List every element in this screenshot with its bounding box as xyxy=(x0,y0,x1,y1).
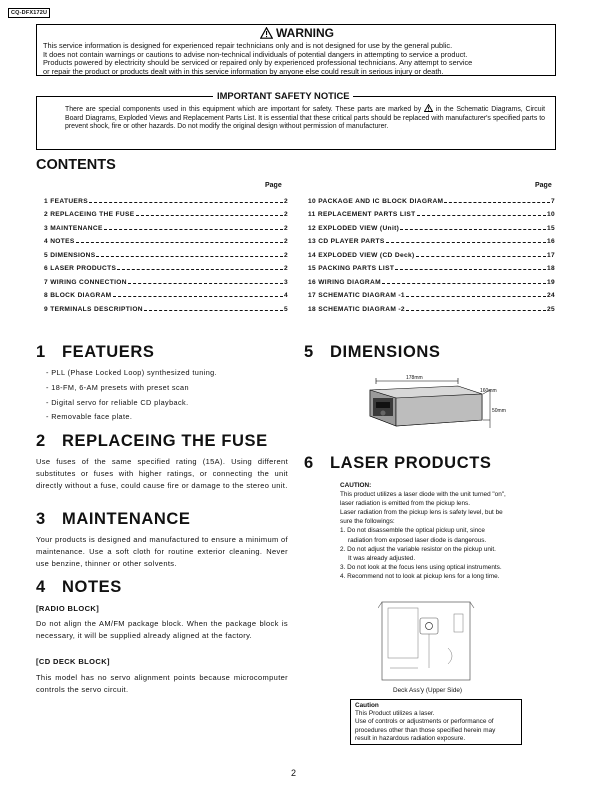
toc-entry-page: 17 xyxy=(546,251,555,259)
toc-entry-label: 18 SCHEMATIC DIAGRAM -2 xyxy=(308,305,405,313)
section-number: 2 xyxy=(36,432,46,450)
dimension-width-label: 178mm xyxy=(406,375,423,381)
fuse-text: Use fuses of the same specified rating (15A). Using different substitutes or fuses with higher ratings, or connecting the unit directly without a fuse, could cause fire or damage to the stereo unit. xyxy=(36,457,288,491)
toc-page-header-left: Page xyxy=(265,182,282,189)
warning-line: This service information is designed for experienced repair technicians only and is not designed for use by the general public. xyxy=(43,41,453,50)
section-title: MAINTENANCE xyxy=(62,510,191,528)
toc-leader xyxy=(444,202,550,203)
section-number: 6 xyxy=(304,454,314,472)
toc-leader xyxy=(96,256,283,257)
warning-title-text: WARNING xyxy=(276,26,334,40)
toc-entry-label: 11 REPLACEMENT PARTS LIST xyxy=(308,211,416,218)
toc-leader xyxy=(113,296,283,297)
caution-box-line: Use of controls or adjustments or performance of xyxy=(355,718,494,726)
features-list xyxy=(46,366,286,425)
toc-entry[interactable] xyxy=(44,196,288,206)
toc-entry-page: 24 xyxy=(546,292,555,299)
toc-entry-label: 9 TERMINALS DESCRIPTION xyxy=(44,305,143,313)
toc-entry-page: 2 xyxy=(283,211,288,218)
toc-entry[interactable] xyxy=(308,237,555,247)
toc-entry-page: 10 xyxy=(546,211,555,218)
toc-entry-label: 14 EXPLODED VIEW (CD Deck) xyxy=(308,251,415,259)
deck-assembly-drawing xyxy=(378,598,478,684)
toc-entry[interactable] xyxy=(44,223,288,233)
toc-entry-page: 16 xyxy=(546,238,555,245)
toc-entry[interactable] xyxy=(308,250,555,260)
toc-page-header-right: Page xyxy=(535,182,552,189)
section-title: DIMENSIONS xyxy=(330,343,441,361)
toc-leader xyxy=(400,229,546,230)
maintenance-text: Your products is designed and manufactured to ensure a minimum of maintenance. Use a soft cloth for routine exterior cleaning. Never use benzine, thinner or other solvents. xyxy=(36,535,288,569)
radio-block-text: Do not align the AM/FM package block. When the package block is necessary, it will be supplied already aligned at the factory. xyxy=(36,619,288,641)
toc-entry-label: 17 SCHEMATIC DIAGRAM -1 xyxy=(308,292,405,299)
laser-line: Laser radiation from the pickup lens is safety level, but be xyxy=(340,509,503,517)
toc-entry-label: 8 BLOCK DIAGRAM xyxy=(44,292,112,299)
toc-leader xyxy=(386,242,546,243)
section-title: REPLACEING THE FUSE xyxy=(62,432,268,450)
toc-entry-label: 6 LASER PRODUCTS xyxy=(44,265,117,272)
caution-box-line: This Product utilizes a laser. xyxy=(355,710,435,718)
toc-leader xyxy=(89,202,283,203)
laser-line: 4. Recommend not to look at pickup lens for a long time. xyxy=(340,572,500,580)
safety-text-part-2: in the Schematic Diagrams, Circuit Board Diagrams, Exploded Views and Replacement Parts List. It is essential that these critical parts should be replaced with manufacturer's specified parts to prevent shock, fire or other hazards. Do not modify the original design without permission of manufacturer. xyxy=(65,106,545,131)
contents-title: CONTENTS xyxy=(36,157,116,173)
feature-item: - Digital servo for reliable CD playback. xyxy=(46,396,286,411)
toc-leader xyxy=(136,215,283,216)
toc-entry[interactable] xyxy=(44,291,288,301)
toc-entry-label: 15 PACKING PARTS LIST xyxy=(308,265,395,272)
section-heading-laser xyxy=(304,454,492,473)
section-title: NOTES xyxy=(62,578,122,596)
page-number: 2 xyxy=(291,768,297,778)
section-title: LASER PRODUCTS xyxy=(330,454,492,472)
model-number-tag: CQ-DFX172U xyxy=(8,8,50,18)
toc-entry-page: 2 xyxy=(283,251,288,259)
toc-entry-page: 2 xyxy=(283,197,288,205)
warning-line: Products powered by electricity should be serviced or repaired only by experienced professional technicians. Any attempt to service xyxy=(43,58,473,68)
feature-item: - 18-FM, 6-AM presets with preset scan xyxy=(46,381,286,396)
toc-entry-page: 18 xyxy=(546,265,555,272)
cd-deck-block-heading: [CD DECK BLOCK] xyxy=(36,657,110,666)
section-number: 3 xyxy=(36,510,46,528)
laser-line: laser radiation is emitted from the pickup lens. xyxy=(340,500,471,508)
section-heading-dimensions xyxy=(304,343,441,362)
warning-title xyxy=(37,26,557,40)
toc-entry-page: 4 xyxy=(283,292,288,299)
toc-entry-label: 10 PACKAGE AND IC BLOCK DIAGRAM xyxy=(308,197,444,205)
safety-notice-title: IMPORTANT SAFETY NOTICE xyxy=(213,90,353,101)
toc-leader xyxy=(416,256,546,257)
safety-text-part-1: There are special components used in this equipment which are important for safety. These parts are marked by xyxy=(65,106,422,113)
laser-line: It was already adjusted. xyxy=(348,554,416,562)
toc-entry[interactable] xyxy=(308,277,555,287)
cd-deck-outline-icon xyxy=(378,598,478,684)
toc-entry[interactable] xyxy=(44,304,288,314)
dimension-depth-label: 160mm xyxy=(480,388,497,394)
toc-entry-label: 3 MAINTENANCE xyxy=(44,224,103,232)
section-number: 4 xyxy=(36,578,46,596)
laser-caution-box xyxy=(350,699,522,745)
toc-entry[interactable] xyxy=(44,250,288,260)
toc-leader xyxy=(406,296,546,297)
caution-box-line: result in hazardous radiation exposure. xyxy=(355,734,466,742)
laser-line: 2. Do not adjust the variable resistor on the pickup unit. xyxy=(340,545,496,553)
toc-left-column xyxy=(44,196,288,314)
toc-entry[interactable] xyxy=(44,277,288,287)
dimension-height-label: 50mm xyxy=(492,408,506,414)
safety-notice-box xyxy=(36,90,556,150)
toc-leader xyxy=(395,269,546,270)
deck-caption: Deck Ass'y (Upper Side) xyxy=(393,687,463,694)
laser-line: radiation from exposed laser diode is dangerous. xyxy=(348,536,487,544)
toc-entry[interactable] xyxy=(44,237,288,247)
section-title: FEATUERS xyxy=(62,343,155,361)
toc-entry-label: 5 DIMENSIONS xyxy=(44,251,96,259)
toc-leader xyxy=(417,215,546,216)
laser-caution-text xyxy=(340,481,555,581)
laser-caution-heading: CAUTION: xyxy=(340,482,372,489)
section-heading-notes xyxy=(36,578,122,597)
toc-leader xyxy=(104,229,283,230)
toc-entry-label: 16 WIRING DIAGRAM xyxy=(308,278,381,286)
toc-entry[interactable] xyxy=(308,196,555,206)
toc-entry-label: 12 EXPLODED VIEW (Unit) xyxy=(308,224,400,232)
toc-leader xyxy=(406,310,546,311)
feature-item: - Removable face plate. xyxy=(46,410,286,425)
section-heading-fuse xyxy=(36,432,268,451)
laser-line: 3. Do not look at the focus lens using optical instruments. xyxy=(340,563,502,571)
laser-line: This product utilizes a laser diode with the unit turned "on", xyxy=(340,491,506,499)
section-number: 5 xyxy=(304,343,314,361)
toc-entry[interactable] xyxy=(308,291,555,301)
toc-leader xyxy=(128,283,283,284)
toc-entry-page: 2 xyxy=(283,265,288,272)
cd-deck-block-text: This model has no servo alignment points because microcomputer controls the servo circuit. xyxy=(36,673,288,695)
toc-entry[interactable] xyxy=(308,304,555,314)
toc-entry-page: 7 xyxy=(550,197,555,205)
section-heading-features xyxy=(36,343,155,362)
caution-box-line: procedures other than those specified herein may xyxy=(355,726,496,734)
safety-notice-text xyxy=(65,104,545,132)
safety-mark-triangle-icon xyxy=(424,104,433,112)
toc-entry-label: 13 CD PLAYER PARTS xyxy=(308,238,385,245)
toc-leader xyxy=(117,269,283,270)
toc-entry-label: 7 WIRING CONNECTION xyxy=(44,278,127,286)
toc-entry-label: 1 FEATUERS xyxy=(44,197,89,205)
warning-triangle-icon xyxy=(260,27,273,39)
car-stereo-unit-drawing xyxy=(340,372,520,432)
toc-entry-label: 4 NOTES xyxy=(44,238,75,245)
toc-entry-page: 19 xyxy=(546,278,555,286)
warning-text xyxy=(43,42,555,76)
toc-entry[interactable] xyxy=(44,210,288,220)
feature-item: - PLL (Phase Locked Loop) synthesized tuning. xyxy=(46,366,286,381)
toc-entry-page: 25 xyxy=(546,305,555,313)
toc-right-column xyxy=(308,196,555,314)
toc-leader xyxy=(382,283,546,284)
toc-entry-label: 2 REPLACEING THE FUSE xyxy=(44,211,135,218)
caution-box-title: Caution xyxy=(355,702,379,709)
laser-line: sure the followings: xyxy=(340,518,395,526)
toc-leader xyxy=(76,242,283,243)
toc-leader xyxy=(144,310,283,311)
laser-line: 1. Do not disassemble the optical pickup unit, since xyxy=(340,527,485,535)
toc-entry[interactable] xyxy=(308,210,555,220)
toc-entry[interactable] xyxy=(308,264,555,274)
toc-entry-page: 2 xyxy=(283,224,288,232)
toc-entry-page: 5 xyxy=(283,305,288,313)
toc-entry-page: 15 xyxy=(546,224,555,232)
toc-entry-page: 3 xyxy=(283,278,288,286)
toc-entry[interactable] xyxy=(308,223,555,233)
warning-line: or repair the product or products dealt with in this service information by anyone else could result in serious injury or death. xyxy=(43,66,444,76)
section-number: 1 xyxy=(36,343,46,361)
section-heading-maintenance xyxy=(36,510,191,529)
toc-entry[interactable] xyxy=(44,264,288,274)
toc-entry-page: 2 xyxy=(283,238,288,245)
radio-block-heading: [RADIO BLOCK] xyxy=(36,604,100,613)
dimensions-figure xyxy=(340,372,520,432)
warning-line: It does not contain warnings or cautions to advise non-technical individuals of potential dangers in attempting to service a product. xyxy=(43,49,468,59)
warning-box xyxy=(36,24,556,76)
